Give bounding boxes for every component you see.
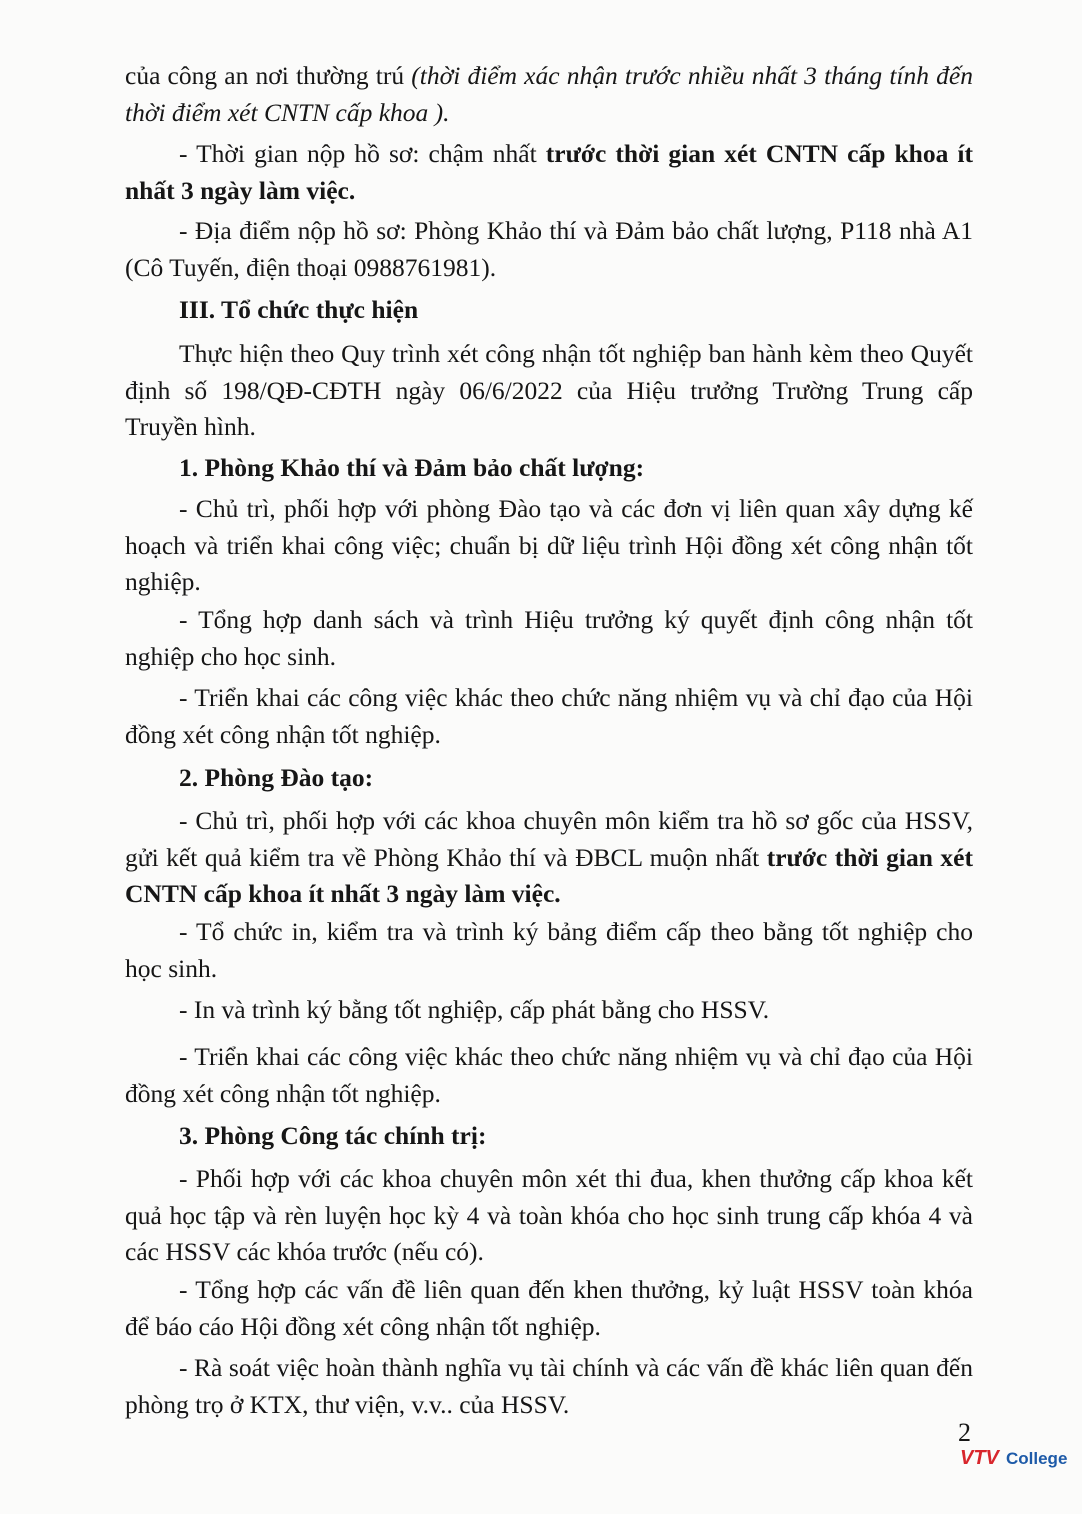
paragraph-training-office-task-3: - In và trình ký bằng tốt nghiệp, cấp phát bằng cho HSSV.	[179, 995, 770, 1024]
paragraph-implementation: Thực hiện theo Quy trình xét công nhận tốt nghiệp ban hành kèm theo Quyết định số 198/QĐ-CĐTH ngày 06/6/2022 của Hiệu trưởng Trường Trung cấp Truyền hình.	[125, 339, 973, 441]
training-task-text: - Chủ trì, phối hợp với các khoa chuyên môn kiểm tra hồ sơ gốc của HSSV, gửi kết quả kiểm tra về Phòng Khảo thí và ĐBCL muộn nhất	[125, 806, 973, 872]
heading-political-affairs-office: 3. Phòng Công tác chính trị:	[179, 1121, 487, 1150]
paragraph-political-office-task-1: - Phối hợp với các khoa chuyên môn xét thi đua, khen thưởng cấp khoa kết quả học tập và rèn luyện học kỳ 4 và toàn khóa cho học sinh trung cấp khóa 4 và các HSSV các khóa trước (nếu có).	[125, 1164, 973, 1266]
logo-brand: VTV	[960, 1447, 999, 1469]
deadline-text: - Thời gian nộp hồ sơ: chậm nhất	[179, 139, 546, 168]
paragraph-training-office-task-2: - Tổ chức in, kiểm tra và trình ký bảng điểm cấp theo bằng tốt nghiệp cho học sinh.	[125, 917, 973, 983]
paragraph-exam-office-task-1: - Chủ trì, phối hợp với phòng Đào tạo và các đơn vị liên quan xây dựng kế hoạch và triển khai công việc; chuẩn bị dữ liệu trình Hội đồng xét công nhận tốt nghiệp.	[125, 494, 973, 596]
paragraph-political-office-task-2: - Tổng hợp các vấn đề liên quan đến khen thưởng, kỷ luật HSSV toàn khóa để báo cáo Hội đồng xét công nhận tốt nghiệp.	[125, 1275, 973, 1341]
logo-suffix: College	[1006, 1449, 1068, 1468]
vtv-logo-icon	[960, 1447, 1067, 1469]
residence-note: (thời điểm xác nhận trước nhiều nhất 3 tháng tính đến thời điểm xét CNTN cấp khoa ).	[125, 61, 973, 127]
paragraph-training-office-task-4: - Triển khai các công việc khác theo chức năng nhiệm vụ và chỉ đạo của Hội đồng xét công nhận tốt nghiệp.	[125, 1042, 973, 1108]
vtv-college-logo	[958, 1438, 1074, 1478]
paragraph-residence-confirmation	[125, 58, 973, 131]
heading-exam-quality-office: 1. Phòng Khảo thí và Đảm bảo chất lượng:	[179, 453, 645, 482]
paragraph-exam-office-task-2: - Tổng hợp danh sách và trình Hiệu trưởng ký quyết định công nhận tốt nghiệp cho học sinh.	[125, 605, 973, 671]
deadline-emphasis: trước thời gian xét CNTN cấp khoa ít nhất 3 ngày làm việc.	[125, 139, 973, 205]
paragraph-training-office-task-1	[125, 803, 973, 913]
paragraph-submission-deadline	[125, 136, 973, 209]
residence-text: của công an nơi thường trú	[125, 61, 412, 90]
paragraph-submission-location: - Địa điểm nộp hồ sơ: Phòng Khảo thí và Đảm bảo chất lượng, P118 nhà A1 (Cô Tuyến, điện thoại 0988761981).	[125, 216, 973, 282]
training-task-emphasis: trước thời gian xét CNTN cấp khoa ít nhất 3 ngày làm việc.	[125, 842, 973, 908]
paragraph-political-office-task-3: - Rà soát việc hoàn thành nghĩa vụ tài chính và các vấn đề khác liên quan đến phòng trọ ở KTX, thư viện, v.v.. của HSSV.	[125, 1353, 973, 1419]
paragraph-exam-office-task-3: - Triển khai các công việc khác theo chức năng nhiệm vụ và chỉ đạo của Hội đồng xét công nhận tốt nghiệp.	[125, 683, 973, 749]
heading-training-office: 2. Phòng Đào tạo:	[179, 763, 374, 792]
page-number: 2	[958, 1418, 971, 1447]
section-heading-implementation: III. Tổ chức thực hiện	[179, 295, 419, 324]
